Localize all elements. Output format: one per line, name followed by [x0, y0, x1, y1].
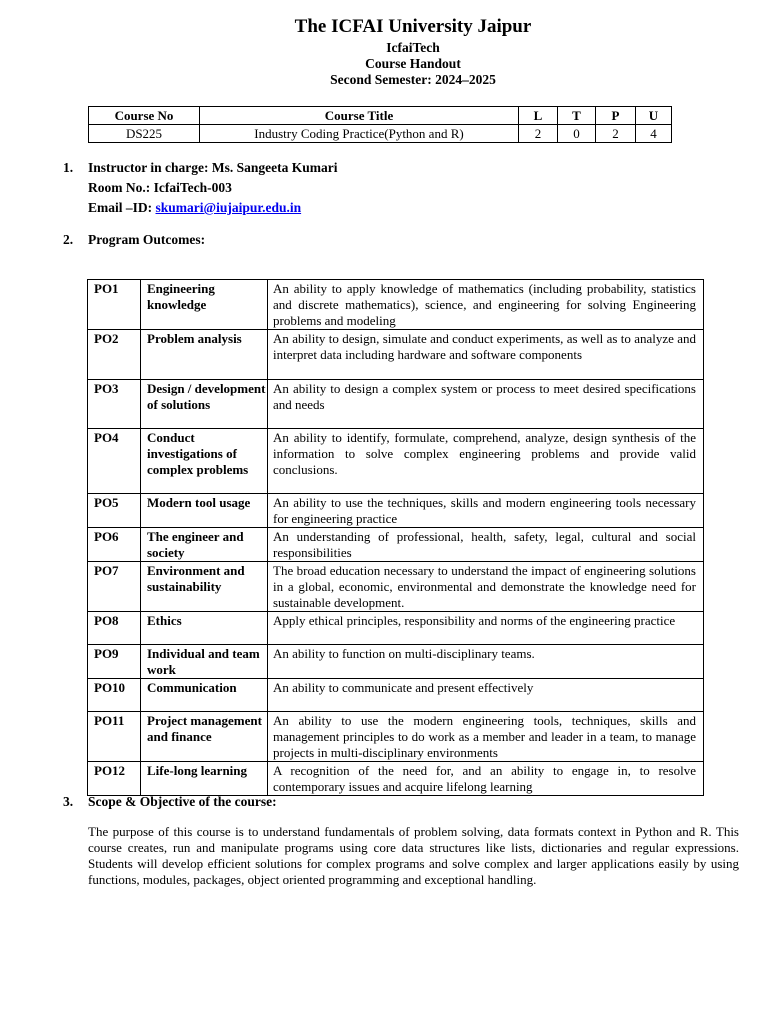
po-name: Engineering knowledge: [141, 280, 268, 330]
units-cell: 4: [636, 125, 672, 143]
room-number: Room No.: IcfaiTech-003: [88, 180, 232, 195]
po-name: Environment and sustainability: [141, 562, 268, 612]
col-header-u: U: [636, 107, 672, 125]
po-description: The broad education necessary to understand the impact of engineering solutions in a global, economic, environmental and demonstrate the knowledge need for sustainable development.: [268, 562, 704, 612]
po-name: Conduct investigations of complex problems: [141, 429, 268, 494]
course-no-cell: DS225: [89, 125, 200, 143]
semester-line: Second Semester: 2024–2025: [330, 72, 496, 87]
col-header-course-no: Course No: [89, 107, 200, 125]
col-header-l: L: [519, 107, 558, 125]
section-number: 2.: [63, 232, 74, 247]
email-line: [88, 198, 301, 218]
po-name: Communication: [141, 679, 268, 712]
po-name: Design / development of solutions: [141, 380, 268, 429]
table-row: [88, 330, 704, 380]
tutorial-hours-cell: 0: [558, 125, 596, 143]
po-description: An ability to design a complex system or process to meet desired specifications and needs: [268, 380, 704, 429]
po-id: PO1: [88, 280, 141, 330]
table-row: [88, 280, 704, 330]
po-description: Apply ethical principles, responsibility and norms of the engineering practice: [268, 612, 704, 645]
table-row: [88, 429, 704, 494]
email-label: Email –ID:: [88, 200, 156, 215]
po-id: PO3: [88, 380, 141, 429]
po-id: PO6: [88, 528, 141, 562]
po-description: An ability to use the techniques, skills and modern engineering tools necessary for engineering practice: [268, 494, 704, 528]
section-heading: Program Outcomes:: [88, 232, 206, 247]
lecture-hours-cell: 2: [519, 125, 558, 143]
document-type: Course Handout: [365, 56, 461, 71]
section-number: 3.: [63, 794, 74, 809]
table-row: [88, 562, 704, 612]
practical-hours-cell: 2: [596, 125, 636, 143]
table-row: [88, 679, 704, 712]
program-outcomes-table: [87, 279, 704, 796]
instructor-name: Instructor in charge: Ms. Sangeeta Kumari: [88, 160, 338, 175]
section-number: 1.: [63, 160, 74, 175]
po-id: PO2: [88, 330, 141, 380]
po-name: The engineer and society: [141, 528, 268, 562]
table-row: [88, 528, 704, 562]
po-description: An ability to identify, formulate, comprehend, analyze, design synthesis of the information to solve complex engineering problems and provide valid conclusions.: [268, 429, 704, 494]
col-header-t: T: [558, 107, 596, 125]
scope-paragraph: The purpose of this course is to understand fundamentals of problem solving, data formats context in Python and R. This course creates, run and manipulate programs using core data structures like lists, dictionaries and regular expressions. Students will develop efficient solutions for complex programs and solve complex and larger applications easily by using functions, modules, packages, object oriented programming and exceptional handling.: [88, 824, 739, 887]
table-row: [88, 645, 704, 679]
course-table-row: [89, 125, 672, 143]
po-name: Individual and team work: [141, 645, 268, 679]
table-row: [88, 762, 704, 796]
po-name: Ethics: [141, 612, 268, 645]
table-row: [88, 380, 704, 429]
po-id: PO7: [88, 562, 141, 612]
table-row: [88, 494, 704, 528]
table-row: [88, 612, 704, 645]
po-id: PO4: [88, 429, 141, 494]
email-link[interactable]: skumari@iujaipur.edu.in: [155, 200, 302, 215]
po-name: Project management and finance: [141, 712, 268, 762]
course-table-header-row: [89, 107, 672, 125]
col-header-course-title: Course Title: [200, 107, 519, 125]
po-name: Modern tool usage: [141, 494, 268, 528]
po-id: PO11: [88, 712, 141, 762]
po-id: PO8: [88, 612, 141, 645]
po-name: Problem analysis: [141, 330, 268, 380]
po-description: An ability to function on multi-disciplinary teams.: [268, 645, 704, 679]
po-name: Life-long learning: [141, 762, 268, 796]
course-info-table: [88, 106, 672, 143]
po-id: PO9: [88, 645, 141, 679]
po-description: An ability to design, simulate and conduct experiments, as well as to analyze and interpret data including hardware and software components: [268, 330, 704, 380]
po-id: PO5: [88, 494, 141, 528]
po-description: A recognition of the need for, and an ability to engage in, to resolve contemporary issues and acquire lifelong learning: [268, 762, 704, 796]
course-title-cell: Industry Coding Practice(Python and R): [200, 125, 519, 143]
po-description: An ability to use the modern engineering tools, techniques, skills and management principles to do work as a member and leader in a team, to manage projects in multi-disciplinary environments: [268, 712, 704, 762]
po-description: An ability to communicate and present effectively: [268, 679, 704, 712]
table-row: [88, 712, 704, 762]
university-title: The ICFAI University Jaipur: [294, 16, 532, 37]
section-heading: Scope & Objective of the course:: [88, 794, 277, 809]
col-header-p: P: [596, 107, 636, 125]
po-id: PO12: [88, 762, 141, 796]
school-name: IcfaiTech: [386, 40, 440, 55]
po-description: An understanding of professional, health, safety, legal, cultural and social responsibilities: [268, 528, 704, 562]
po-description: An ability to apply knowledge of mathematics (including probability, statistics and discrete mathematics), science, and engineering for solving Engineering problems and modeling: [268, 280, 704, 330]
po-id: PO10: [88, 679, 141, 712]
